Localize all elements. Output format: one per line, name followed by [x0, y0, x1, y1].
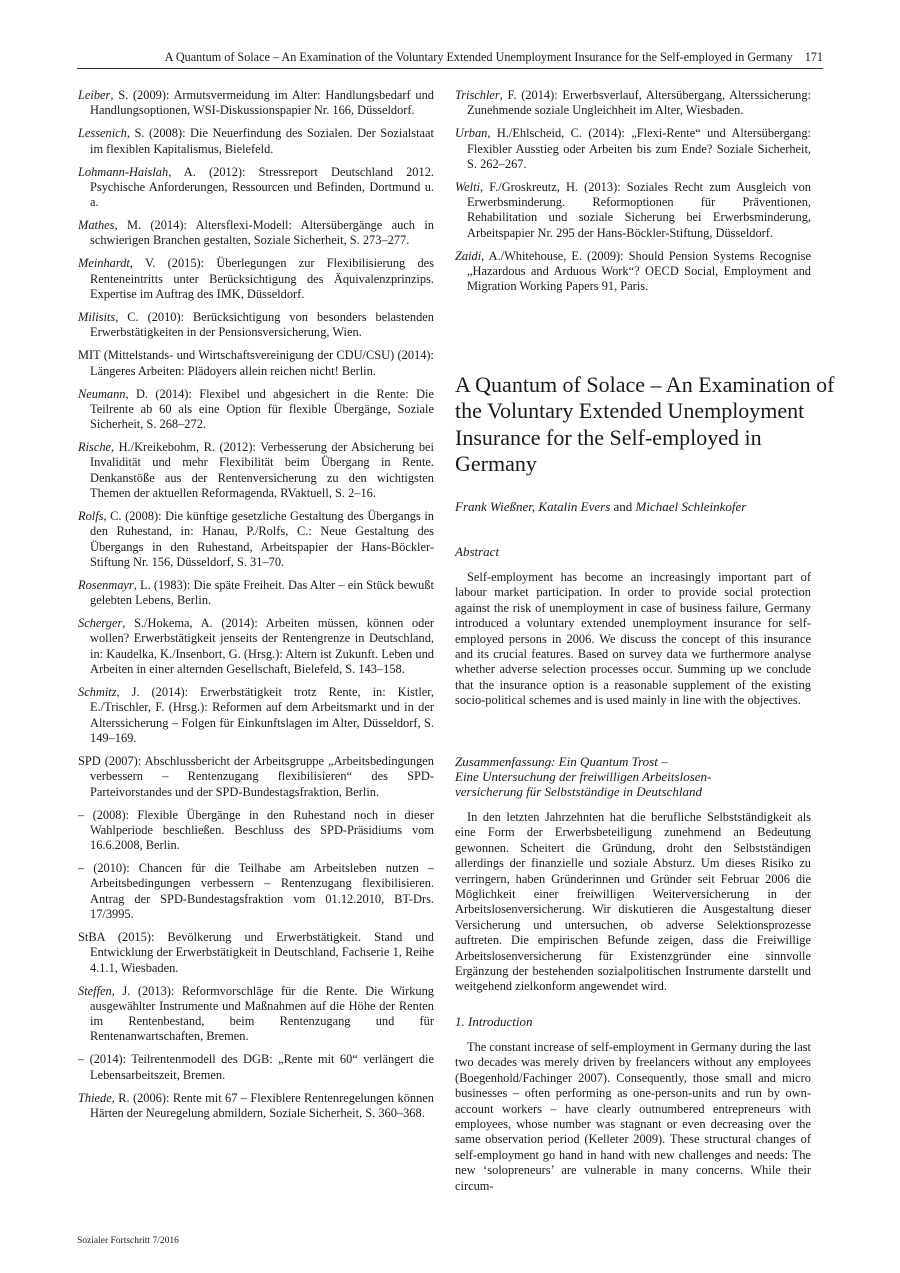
reference-entry	[78, 616, 434, 677]
reference-text: , C. (2010): Berücksichtigung von besonders belastenden Erwerbstätigkeiten in der Pensionsversicherung, Wien.	[90, 310, 434, 340]
reference-text: , S./Hokema, A. (2014): Arbeiten müssen, können oder wollen? Erwerbstätigkeit jenseits der Rentengrenze in Deutschland, in: Kaudelka, K./Insenbort, G. (Hrsg.): Altern ist Zukunft. Leben und Arbeiten in einer alternden Gesellschaft, Bielefeld, S. 143–158.	[90, 616, 434, 677]
reference-author: Scherger	[78, 616, 123, 631]
reference-text: , S. (2008): Die Neuerfindung des Sozialen. Der Sozialstaat im flexiblen Kapitalismus, Bielefeld.	[90, 126, 434, 156]
authors-and: and	[610, 499, 636, 514]
reference-text: SPD (2007): Abschlussbericht der Arbeitsgruppe „Arbeitsbedingungen verbessern – Rentenzugang flexibilisieren“ des SPD-Parteivorstandes und der SPD-Bundestagsfraktion, Berlin.	[78, 753, 434, 799]
reference-author: Leiber	[78, 88, 111, 102]
reference-author: Steffen	[78, 983, 112, 998]
reference-text: MIT (Mittelstands- und Wirtschaftsvereinigung der CDU/CSU) (2014): Längeres Arbeiten: Plädoyers allein reichen nicht! Berlin.	[78, 348, 434, 378]
references-right-column	[455, 88, 811, 302]
reference-entry	[78, 440, 434, 501]
journal-footer: Sozialer Fortschritt 7/2016	[77, 1236, 179, 1246]
author-line	[455, 499, 746, 515]
introduction-text: The constant increase of self-employment in Germany during the last two decades was merely driven by freelancers without any employees (Boegenhold/Fachinger 2007). Consequently, those small and micro businesses – often performing as one-person-units and run by own-account workers – have clearly outnumbered entrepreneurs with employees, whose number was stagnant or even decreasing over the same observation period (Kelleter 2009). These structural changes of self-employment go hand in hand with new challenges and needs: The new ‘solopreneurs’ are vulnerable in many concerns. While their circum-	[455, 1040, 811, 1193]
reference-entry	[78, 808, 434, 854]
reference-text: StBA (2015): Bevölkerung und Erwerbstätigkeit. Stand und Entwicklung der Erwerbstätigkeit in Deutschland, Fachserie 1, Reihe 4.1.1, Wiesbaden.	[78, 929, 434, 975]
zusammenfassung-heading-line-3: versicherung für Selbstständige in Deutschland	[455, 784, 702, 799]
reference-entry	[78, 165, 434, 211]
reference-author: Schmitz	[78, 685, 117, 700]
references-left-column	[78, 88, 434, 1129]
reference-author: Mathes	[78, 218, 115, 233]
reference-text: , H./Ehlscheid, C. (2014): „Flexi-Rente“ und Altersübergang: Flexibler Ausstieg oder Arbeiten bis zum Ende? Soziale Sicherheit, S. 262–267.	[467, 126, 811, 171]
reference-text: , R. (2006): Rente mit 67 – Flexiblere Rentenregelungen können Härten der Neuregelung abmildern, Soziale Sicherheit, S. 360–368.	[90, 1090, 434, 1120]
reference-entry	[78, 218, 434, 249]
reference-text: , J. (2013): Reformvorschläge für die Rente. Die Wirkung ausgewählter Instrumente und Maßnahmen auf die Höhe der Renten im Rentenbestand, beim Rentenzugang und für Rentenanwartschaften, Bremen.	[90, 983, 434, 1044]
reference-entry	[78, 685, 434, 746]
reference-entry	[78, 387, 434, 433]
reference-entry	[455, 249, 811, 295]
running-head	[77, 50, 823, 69]
reference-entry	[78, 348, 434, 379]
reference-text: , D. (2014): Flexibel und abgesichert in die Rente: Die Teilrente ab 60 als eine Option für flexible Übergänge, Soziale Sicherheit, S. 268–272.	[90, 386, 434, 432]
reference-text: – (2014): Teilrentenmodell des DGB: „Rente mit 60“ verlängert die Lebensarbeitszeit, Bremen.	[78, 1052, 434, 1082]
reference-text: , M. (2014): Altersflexi-Modell: Altersübergänge auch in schwierigen Branchen gestalten, Soziale Sicherheit, S. 273–277.	[90, 218, 434, 248]
reference-text: , F./Groskreutz, H. (2013): Soziales Recht zum Ausgleich von Erwerbsminderung. Reformoptionen für Präventionen, Rehabilitation und soziale Sicherung bei Erwerbsminderung, Arbeitspapier Nr. 295 der Hans-Böckler-Stiftung, Düsseldorf.	[467, 179, 811, 240]
reference-entry	[78, 578, 434, 609]
reference-author: Rolfs	[78, 509, 104, 524]
reference-text: , C. (2008): Die künftige gesetzliche Gestaltung des Übergangs in den Ruhestand, in: Hanau, P./Rolfs, C.: Neue Gestaltung des Übergangs in den Ruhestand, Arbeitspapier der Hans-Böckler-Stiftung Nr. 156, Düsseldorf, S. 31–70.	[90, 509, 434, 569]
reference-entry	[455, 88, 811, 119]
reference-entry	[78, 754, 434, 800]
reference-text: , F. (2014): Erwerbsverlauf, Altersübergang, Alterssicherung: Zunehmende soziale Ungleichheit im Alter, Wiesbaden.	[467, 88, 811, 118]
authors-first: Frank Wießner, Katalin Evers	[455, 499, 611, 514]
reference-author: Trischler	[455, 88, 500, 102]
reference-entry	[78, 88, 434, 119]
running-title: A Quantum of Solace – An Examination of the Voluntary Extended Unemployment Insurance for the Self-employed in Germany	[164, 50, 793, 64]
reference-text: , A./Whitehouse, E. (2009): Should Pension Systems Recognise „Hazardous and Arduous Work“? OECD Social, Employment and Migration Working Papers 91, Paris.	[467, 248, 811, 294]
reference-entry	[455, 180, 811, 241]
reference-author: Meinhardt	[78, 256, 130, 271]
zusammenfassung-heading-line-2: Eine Untersuchung der freiwilligen Arbeitslosen-	[455, 769, 712, 784]
reference-entry	[78, 310, 434, 341]
reference-text: , J. (2014): Erwerbstätigkeit trotz Rente, in: Kistler, E./Trischler, F. (Hrsg.): Reformen auf dem Arbeitsmarkt und in der Alterssicherung – Folgen für Einkunftslagen im Alter, Düsseldorf, S. 149–169.	[90, 685, 434, 745]
reference-author: Urban	[455, 126, 488, 141]
reference-text: , A. (2012): Stressreport Deutschland 2012. Psychische Anforderungen, Ressourcen und Befinden, Dortmund u. a.	[90, 164, 434, 210]
page-number: 171	[804, 50, 823, 64]
reference-text: , L. (1983): Die späte Freiheit. Das Alter – ein Stück bewußt gelebten Lebens, Berlin.	[90, 577, 434, 608]
reference-text: , V. (2015): Überlegungen zur Flexibilisierung des Renteneintritts unter Berücksichtigung des Äquivalenzprinzips. Expertise im Auftrag des IMK, Düsseldorf.	[90, 256, 434, 302]
reference-entry	[78, 984, 434, 1045]
reference-author: Rosenmayr	[78, 577, 134, 592]
abstract-heading: Abstract	[455, 544, 500, 559]
zusammenfassung-text: In den letzten Jahrzehnten hat die berufliche Selbstständigkeit als eine Form der Erwerbsbeteiligung zunehmend an Bedeutung gewonnen. Scheitert die Gründung, droht den Selbstständigen allerdings der finanzielle und soziale Absturz. Um dieses Risiko zu verringern, haben Gründerinnen und Gründer seit Februar 2006 die Möglichkeit einer freiwilligen Weiterversicherung in der Arbeitslosenversicherung. Wir diskutieren die Ausgestaltung dieser Versicherung und untersuchen, ob adverse Selektionsprozesse auftreten. Die empirischen Befunde zeigen, dass die Freiwillige Arbeitslosenversicherung für Existenzgründer eine sinnvolle Ergänzung der bestehenden sozialpolitischen Instrumente darstellt und weitgehend zielkonform angewendet wird.	[455, 810, 811, 994]
reference-entry	[78, 930, 434, 976]
reference-text: – (2008): Flexible Übergänge in den Ruhestand noch in dieser Wahlperiode beschließen. Beschluss des SPD-Präsidiums vom 16.6.2008, Berlin.	[78, 807, 434, 853]
reference-entry	[78, 126, 434, 157]
reference-author: Zaidi	[455, 248, 482, 263]
introduction-heading: 1. Introduction	[455, 1014, 533, 1029]
reference-author: Lohmann-Haislah	[78, 164, 169, 179]
reference-author: Thiede	[78, 1090, 112, 1105]
authors-last: Michael Schleinkofer	[635, 499, 747, 514]
reference-author: Neumann	[78, 386, 126, 401]
reference-entry	[455, 126, 811, 172]
reference-text: , H./Kreikebohm, R. (2012): Verbesserung der Absicherung bei Invalidität und mehr Flexibilität beim Übergang in Rente. Denkanstöße aus der Rentenversicherung zu den wichtigsten Themen der aktuellen Reformagenda, RVaktuell, S. 2–16.	[90, 440, 434, 501]
reference-entry	[78, 509, 434, 570]
abstract-text: Self-employment has become an increasingly important part of labour market participation. In order to provide social protection against the risk of unemployment in case of business failure, Germany introduced a voluntary extended unemployment insurance for self-employed persons in 2006. We discuss the concept of this insurance and its crucial features. Based on survey data we furthermore analyse whether adverse selection processes occur. Summing up we conclude that the insurance option is a reasonable supplement of the existing socio-political schemes and is used mainly in line with the objectives.	[455, 570, 811, 708]
reference-author: Lessenich	[78, 126, 127, 141]
reference-author: Welti	[455, 179, 481, 194]
reference-entry	[78, 256, 434, 302]
reference-text: – (2010): Chancen für die Teilhabe am Arbeitsleben nutzen – Arbeitsbedingungen verbessern – Rentenzugang flexibilisieren. Antrag der SPD-Bundestagsfraktion vom 01.12.2010, BT-Drs. 17/3995.	[78, 861, 434, 921]
zusammenfassung-heading-line-1: Zusammenfassung: Ein Quantum Trost –	[455, 754, 668, 769]
reference-author: Rische	[78, 440, 112, 455]
reference-entry	[78, 1091, 434, 1122]
reference-author: Milisits	[78, 310, 116, 324]
reference-text: , S. (2009): Armutsvermeidung im Alter: Handlungsbedarf und Handlungsoptionen, WSI-Diskussionspapier Nr. 166, Düsseldorf.	[90, 88, 434, 118]
article-title: A Quantum of Solace – An Examination of the Voluntary Extended Unemployment Insurance for the Self-employed in Germany	[455, 372, 835, 477]
reference-entry	[78, 1052, 434, 1083]
reference-entry	[78, 861, 434, 922]
